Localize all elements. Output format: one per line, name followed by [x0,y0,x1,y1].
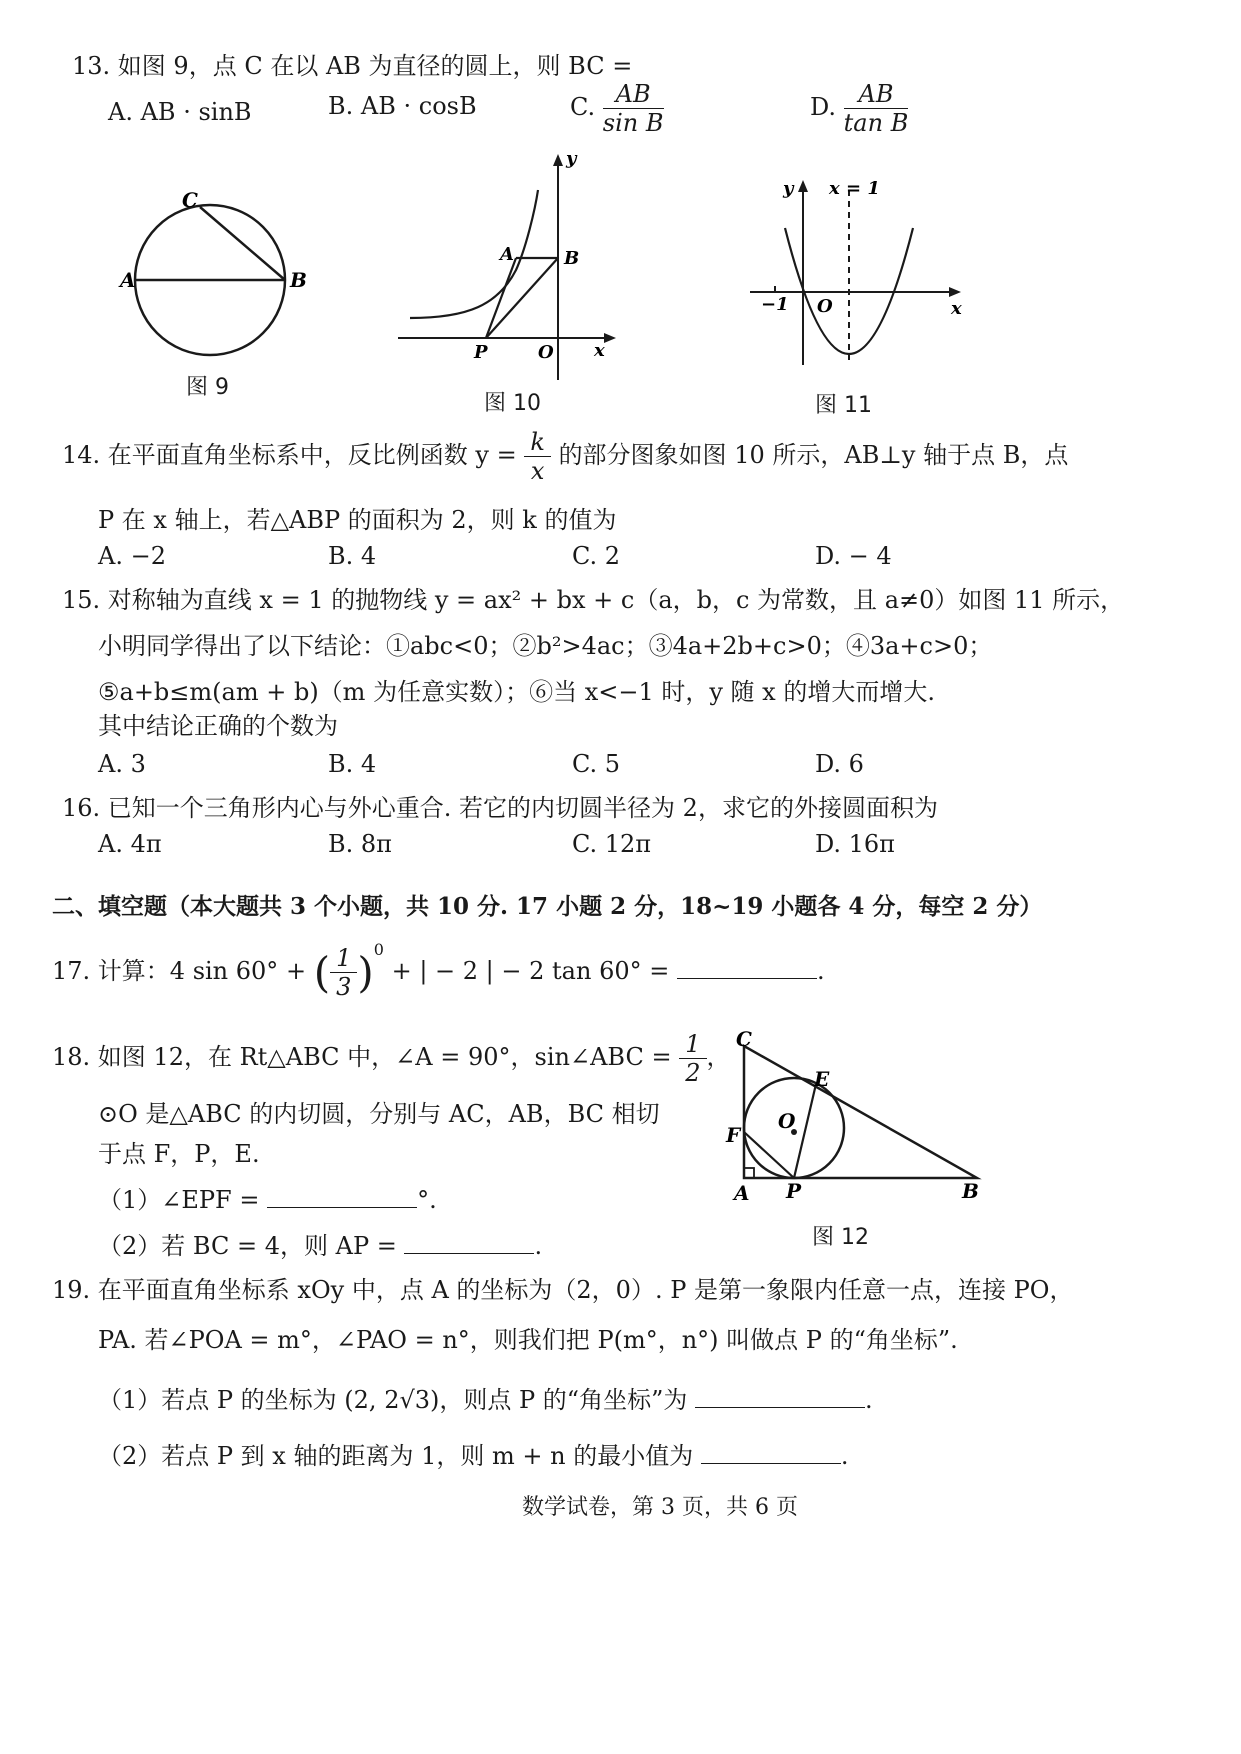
q17-suffix: + | − 2 | − 2 tan 60° = [391,957,670,985]
fig9-label-a: A [120,268,136,292]
q17-exponent: 0 [373,940,384,959]
q18-fraction-numerator: 1 [679,1030,706,1059]
q13-stem: 13. 如图 9，点 C 在以 AB 为直径的圆上，则 BC = [72,52,633,80]
q14-option-b: B. 4 [328,542,377,570]
q13-option-d-denominator: tan B [843,109,909,137]
q13-option-c-numerator: AB [603,80,664,109]
q16-option-b: B. 8π [328,830,392,858]
q16-option-d: D. 16π [815,830,895,858]
q19-sub-2 [98,1436,849,1471]
figure-9 [120,185,320,375]
q15-option-a: A. 3 [98,750,146,778]
q18-fraction-denominator: 2 [685,1059,701,1087]
q18-line-1-prefix: 18. 如图 12，在 Rt△ABC 中，∠A = 90°，sin∠ABC = [52,1043,672,1071]
q16-option-a: A. 4π [98,830,162,858]
q14-line-2: P 在 x 轴上，若△ABP 的面积为 2，则 k 的值为 [98,506,617,534]
fig11-x-arrow [949,287,961,297]
q15-line-2: 小明同学得出了以下结论：①abc<0；②b²>4ac；③4a+2b+c>0；④3a+c>0； [98,632,993,660]
q15-option-d: D. 6 [815,750,864,778]
fig12-label-p: P [786,1179,802,1203]
q18-line-1 [52,1030,731,1087]
q17-prefix: 17. 计算：4 sin 60° + [52,957,307,985]
q14-option-a: A. −2 [98,542,166,570]
q19-sub-2-prefix: （2）若点 P 到 x 轴的距离为 1，则 m + n 的最小值为 [98,1442,694,1470]
q15-line-3: ⑤a+b≤m(am + b)（m 为任意实数）；⑥当 x<−1 时，y 随 x 的增大而增大. [98,678,935,706]
fig11-caption: 图 11 [815,393,872,418]
section-2-heading: 二、填空题（本大题共 3 个小题，共 10 分. 17 小题 2 分，18~19 小题各 4 分，每空 2 分） [52,893,1043,920]
fig12-label-e: E [814,1067,830,1091]
q13-option-a: A. AB · sinB [108,98,252,126]
q19-sub-2-suffix: . [840,1442,849,1470]
q13-option-c-fraction [603,80,664,137]
q17-right-paren: ) [357,948,374,997]
fig12-label-c: C [736,1027,752,1051]
fig10-x-arrow [604,333,616,343]
fig10-label-p: P [474,342,488,363]
q13-option-c-label: C. [570,93,596,121]
q17-fraction [330,944,357,1001]
fig11-label-minus-one: −1 [761,294,789,315]
fig12-segment-pe [794,1084,816,1178]
fig10-label-o: O [538,342,554,363]
q14-option-c: C. 2 [572,542,621,570]
q15-option-b: B. 4 [328,750,377,778]
q18-line-1-suffix: ， [706,1043,731,1071]
q17-line [52,940,825,1001]
q18-sub-2-prefix: （2）若 BC = 4，则 AP = [98,1232,397,1260]
q18-sub-1-suffix: °. [417,1186,437,1214]
fig10-label-x: x [594,340,605,361]
fig9-label-b: B [290,268,307,292]
q14-line-1-prefix: 14. 在平面直角坐标系中，反比例函数 y = [62,441,517,469]
q18-line-2: ⊙O 是△ABC 的内切圆，分别与 AC，AB，BC 相切 [98,1100,660,1128]
q17-fraction-denominator: 3 [336,973,352,1001]
page-footer: 数学试卷，第 3 页，共 6 页 [522,1495,798,1520]
fig12-caption: 图 12 [812,1225,869,1250]
q13-option-c [570,80,664,137]
figure-11 [745,170,975,370]
fig12-right-angle-mark [744,1168,754,1178]
fig12-label-b: B [962,1179,979,1203]
fig11-label-y: y [783,178,794,199]
q14-option-d: D. − 4 [815,542,892,570]
q13-option-c-denominator: sin B [602,109,664,137]
q14-line-1-suffix: 的部分图象如图 10 所示，AB⊥y 轴于点 B，点 [558,441,1069,469]
q14-fraction-denominator: x [530,457,545,485]
q18-sub-2-answer-blank[interactable] [404,1231,534,1254]
q18-sub-1-prefix: （1）∠EPF = [98,1186,260,1214]
q18-sub-1-answer-blank[interactable] [267,1185,417,1208]
q18-sub-2-suffix: . [534,1232,543,1260]
q18-fraction [679,1030,706,1087]
fig10-segment-pb [486,258,558,338]
q19-sub-1-prefix: （1）若点 P 的坐标为 (2, 2√3)，则点 P 的“角坐标”为 [98,1386,688,1414]
fig11-y-arrow [798,180,808,192]
q19-line-2: PA. 若∠POA = m°，∠PAO = n°，则我们把 P(m°，n°) 叫做点 P 的“角坐标”. [98,1326,958,1354]
fig10-label-b: B [564,248,580,269]
q17-fraction-numerator: 1 [330,944,357,973]
fig11-label-o: O [817,296,833,317]
fig12-label-o: O [778,1109,796,1133]
q19-sub-1 [98,1380,873,1415]
fig12-label-f: F [726,1123,741,1147]
q17-answer-blank[interactable] [677,956,817,979]
q13-option-d-label: D. [810,93,837,121]
fig11-label-x: x [951,298,962,319]
fig10-label-y: y [566,148,577,169]
fig10-segment-pa [486,258,516,338]
fig9-caption: 图 9 [186,375,229,400]
q15-line-4: 其中结论正确的个数为 [98,712,338,740]
q14-fraction-numerator: k [524,428,551,457]
q13-option-d-numerator: AB [844,80,909,109]
q13-option-d-fraction [844,80,909,137]
q18-line-3: 于点 F，P，E. [98,1140,260,1168]
fig9-chord-cb [200,207,285,280]
fig9-label-c: C [182,188,198,212]
fig10-label-a: A [500,244,514,265]
q13-option-b: B. AB · cosB [328,92,477,120]
q19-sub-1-answer-blank[interactable] [695,1385,865,1408]
q13-option-d [810,80,908,137]
fig10-y-arrow [553,154,563,166]
q16-option-c: C. 12π [572,830,652,858]
q19-line-1: 19. 在平面直角坐标系 xOy 中，点 A 的坐标为（2，0）. P 是第一象限内任意一点，连接 PO， [52,1276,1074,1304]
q19-sub-1-suffix: . [864,1386,873,1414]
fig10-caption: 图 10 [484,391,541,416]
q14-line-1 [62,428,1068,485]
q19-sub-2-answer-blank[interactable] [701,1441,841,1464]
fig10-hyperbola [410,190,538,318]
q15-option-c: C. 5 [572,750,621,778]
q14-fraction [524,428,551,485]
q17-end: . [817,957,825,985]
figure-12 [722,1022,992,1212]
fig12-label-a: A [734,1181,750,1205]
fig11-label-x-equals-1: x = 1 [829,178,880,199]
q18-sub-1 [98,1180,437,1215]
q15-line-1: 15. 对称轴为直线 x = 1 的抛物线 y = ax² + bx + c（a，b，c 为常数，且 a≠0）如图 11 所示， [62,586,1125,614]
q18-sub-2 [98,1226,542,1261]
figure-10 [398,150,623,385]
q17-left-paren: ( [313,948,331,997]
q16-stem: 16. 已知一个三角形内心与外心重合. 若它的内切圆半径为 2，求它的外接圆面积为 [62,794,938,822]
